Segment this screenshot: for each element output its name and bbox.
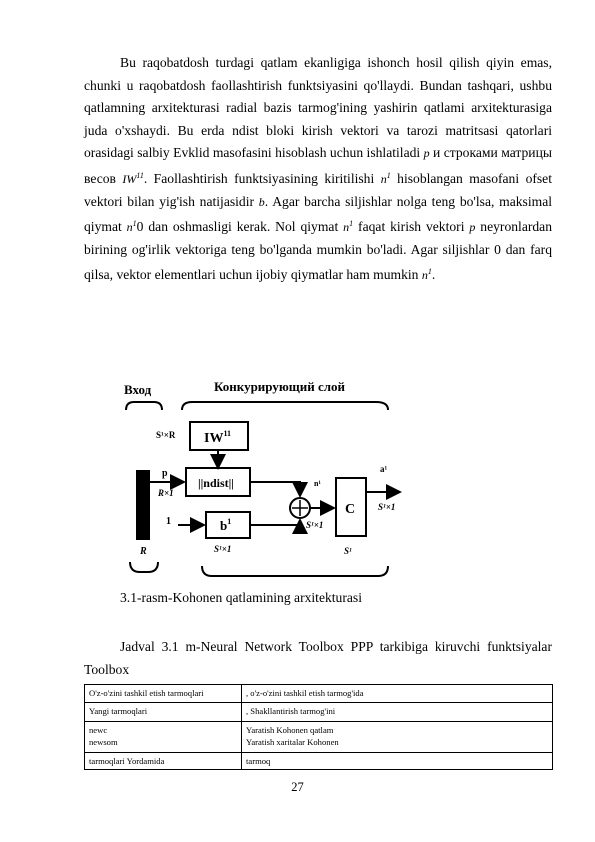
ndist-block-label: ||ndist|| xyxy=(198,476,234,490)
body-paragraph-1 xyxy=(84,52,552,287)
label-p: p xyxy=(162,468,168,479)
layer-bracket-bottom xyxy=(202,566,388,576)
label-s1x1-bias: S¹×1 xyxy=(214,544,232,554)
label-r: R xyxy=(140,546,147,557)
paragraph-text: . Agar barcha siljishlar nolga teng bo'lsa, maksimal qiymat xyxy=(84,193,552,235)
compet-block-label: C xyxy=(345,502,356,517)
input-vector-bar xyxy=(136,470,150,540)
label-s1x1-sum: S¹×1 xyxy=(306,520,324,530)
input-label: Вход xyxy=(124,382,152,397)
symbol-n: $n^1$ xyxy=(126,219,137,235)
table-cell-line: newc xyxy=(89,725,108,735)
table-row xyxy=(85,685,553,703)
table-cell: , o'z-o'zini tashkil etish tarmog'ida xyxy=(242,685,553,703)
iw-block-label: IW$^{11}$ xyxy=(204,429,232,446)
table-cell xyxy=(242,722,553,753)
table-cell xyxy=(85,722,242,753)
symbol-b: b xyxy=(258,194,265,209)
table-cell: O'z-o'zini tashkil etish tarmoqlari xyxy=(85,685,242,703)
symbol-p: p xyxy=(469,220,476,235)
input-bracket-bottom xyxy=(130,562,158,572)
paragraph-text: 0 dan oshmasligi kerak. Nol qiymat xyxy=(136,219,339,235)
body-paragraph-2: Jadval 3.1 m-Neural Network Toolbox PPP tarkibiga kiruvchi funktsiyalar Toolbox xyxy=(84,639,552,677)
table-row xyxy=(85,722,553,753)
paragraph-text: neyronlardan birining og'irlik vektoriga teng bo'lganda mumkin bo'ladi. Agar siljishlar 0 dan farq qilsa, vektor elementlari uchun ijobiy qiymatlar ham mumkin xyxy=(84,219,553,283)
label-a1: a¹ xyxy=(380,464,388,474)
symbol-iw: IW$^{11}$ xyxy=(122,170,144,186)
label-rx1: R×1 xyxy=(158,488,174,498)
paragraph-text: и строками матрицы весов xyxy=(84,145,552,186)
table-cell: , Shakllantirish tarmog'ini xyxy=(242,703,553,722)
label-1: 1 xyxy=(166,516,171,527)
kohonen-layer-diagram xyxy=(116,378,406,584)
layer-label: Конкурирующий слой xyxy=(214,379,346,394)
table-row xyxy=(85,753,553,770)
table-cell-line: newsom xyxy=(89,737,118,747)
table-cell: Yangi tarmoqlari xyxy=(85,703,242,722)
symbol-n: $n^1$ xyxy=(343,219,354,235)
figure-caption: 3.1-rasm-Kohonen qatlamining arxitekturasi xyxy=(120,590,362,605)
table-cell: tarmoqlari Yordamida xyxy=(85,753,242,770)
paragraph-text: Bu raqobatdosh turdagi qatlam ekanligiga ishonch hosil qilish qiyin emas, chunki u raqobatdosh faollashtirish funktsiyasini qo'llaydi. Bundan tashqari, ushbu qatlamning arxitekturasi radial bazis tarmog'ining yashirin qatlami arxitekturasiga juda o'xshaydi. Bu erda ndist bloki kirish vektori va tarozi matritsasi qatorlari orasidagi salbiy Evklid masofasini hisoblash uchun ishlatiladi xyxy=(84,55,552,161)
table-cell-line: Yaratish xaritalar Kohonen xyxy=(246,737,339,747)
input-bracket-top xyxy=(126,402,162,410)
symbol-n: $n^1$ xyxy=(421,267,432,283)
label-s1xr: S¹×R xyxy=(156,430,176,440)
symbol-p: p xyxy=(423,146,430,161)
label-n1: n¹ xyxy=(314,479,321,488)
paragraph-text: . xyxy=(431,267,436,283)
paragraph-text: hisoblangan masofani ofset vektori bilan yig'ish natijasidir xyxy=(84,170,552,209)
label-s1: S¹ xyxy=(344,546,352,556)
bias-block-label: $b^1$ xyxy=(220,517,232,533)
table-row xyxy=(85,703,553,722)
layer-bracket-top xyxy=(182,402,388,410)
table-cell-line: Yaratish Kohonen qatlam xyxy=(246,725,334,735)
paragraph-text: . Faollashtirish funktsiyasining kiritilishi xyxy=(143,170,375,186)
table-cell: tarmoq xyxy=(242,753,553,770)
label-s1x1-out: S¹×1 xyxy=(378,502,396,512)
page-number: 27 xyxy=(291,780,304,794)
functions-table xyxy=(84,684,553,770)
paragraph-text: faqat kirish vektori xyxy=(358,219,465,235)
symbol-n: $n^1$ xyxy=(380,170,391,186)
